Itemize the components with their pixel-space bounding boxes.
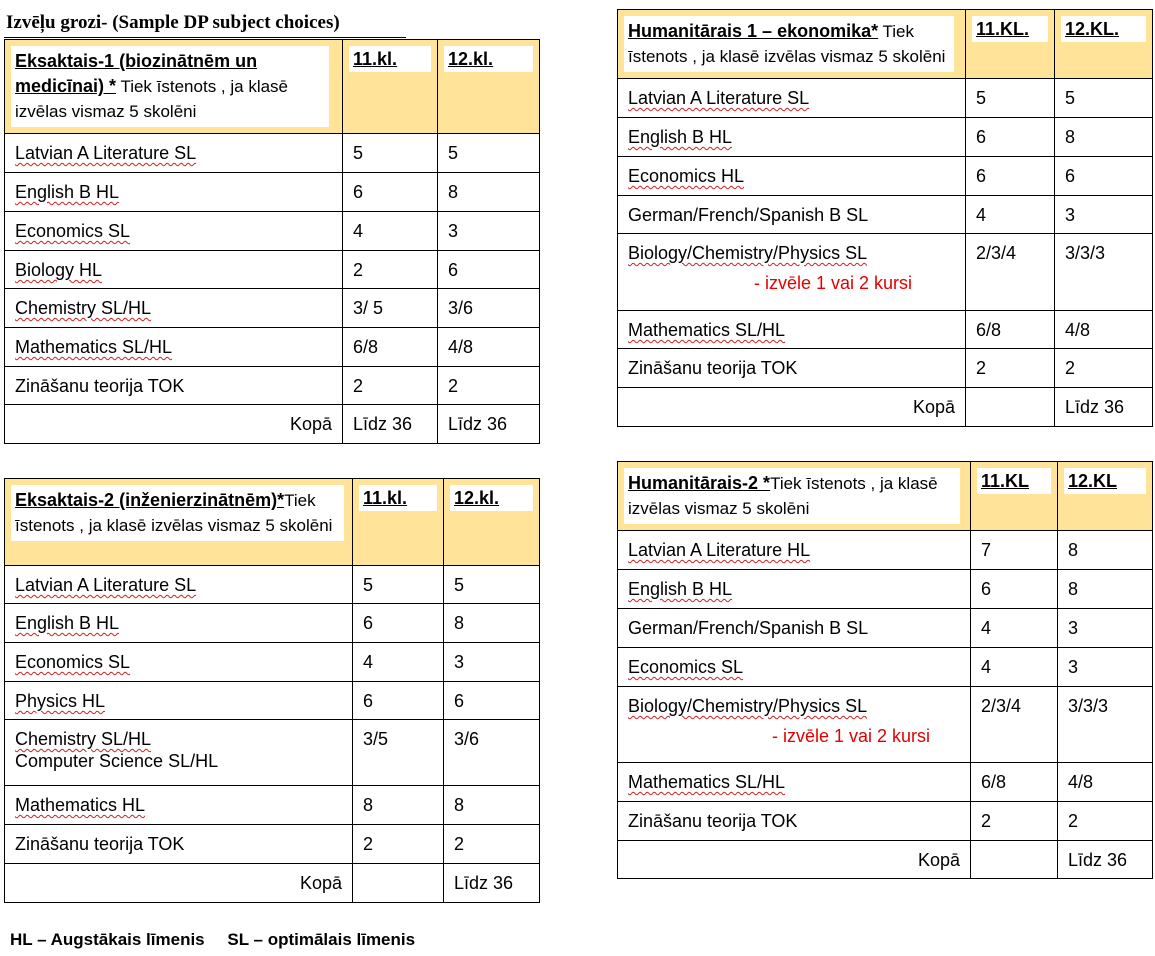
level-legend	[10, 930, 415, 950]
subject-name: English B HL	[15, 182, 120, 202]
page-title: Izvēļu grozi- (Sample DP subject choices)	[6, 12, 340, 33]
grade-11-value: 2	[343, 251, 438, 289]
subject-name: English B HL	[628, 579, 733, 599]
table-row	[618, 234, 1153, 311]
grade-11-value: 7	[971, 531, 1058, 570]
grade-11-value: 3/5	[353, 720, 444, 786]
table-row	[5, 720, 540, 786]
subject-name: Zināšanu teorija TOK	[628, 811, 798, 831]
grade-11-value: 6	[971, 570, 1058, 609]
grade-11-header: 11.kl.	[343, 40, 438, 134]
total-11-value	[966, 388, 1055, 427]
grade-11-value: 4	[966, 196, 1055, 234]
grade-12-header: 12.KL	[1058, 462, 1153, 531]
subject-name: Biology/Chemistry/Physics SL	[628, 696, 868, 716]
subject-name: Mathematics SL/HL	[628, 772, 786, 792]
grade-11-header: 11.KL	[971, 462, 1058, 531]
total-11-value: Līdz 36	[343, 405, 438, 444]
basket-label: Humanitārais-2 *	[628, 473, 771, 493]
total-label: Kopā	[618, 841, 971, 879]
subject-name: Physics HL	[15, 691, 106, 711]
subject-name: Latvian A Literature SL	[15, 143, 197, 163]
grade-11-value: 2	[353, 825, 444, 864]
grade-12-value: 2	[438, 367, 540, 405]
title-underline	[4, 37, 406, 38]
total-row	[5, 864, 540, 903]
grade-11-value: 2	[971, 802, 1058, 841]
grade-11-value: 5	[343, 134, 438, 173]
grade-12-value: 5	[1055, 79, 1153, 118]
table-header-cell	[5, 479, 353, 566]
table-row	[618, 531, 1153, 570]
grade-11-value: 4	[971, 648, 1058, 687]
basket-note: Tiek īstenots , ja klasē izvēlas vismaz 5 skolēni	[628, 474, 938, 518]
grade-12-header: 12.KL.	[1055, 10, 1153, 79]
table-row	[618, 570, 1153, 609]
grade-12-header: 12.kl.	[444, 479, 540, 566]
grade-12-value: 3	[1058, 648, 1153, 687]
grade-12-value: 2	[1055, 349, 1153, 388]
basket-table-eksaktais-1	[4, 39, 540, 444]
table-row	[5, 212, 540, 251]
table-row	[5, 328, 540, 367]
table-row	[618, 802, 1153, 841]
subject-name: Latvian A Literature SL	[15, 575, 197, 595]
grade-12-value: 3	[1055, 196, 1153, 234]
grade-11-value: 2	[343, 367, 438, 405]
total-label: Kopā	[618, 388, 966, 427]
grade-12-value: 6	[438, 251, 540, 289]
subject-name: Zināšanu teorija TOK	[15, 376, 185, 396]
grade-11-value: 4	[353, 643, 444, 682]
grade-11-value: 6/8	[971, 763, 1058, 802]
subject-name: Zināšanu teorija TOK	[628, 358, 798, 378]
grade-12-value: 8	[444, 786, 540, 825]
total-12-value: Līdz 36	[1055, 388, 1153, 427]
choice-note: - izvēle 1 vai 2 kursi	[754, 273, 913, 293]
table-row	[5, 289, 540, 328]
total-label: Kopā	[5, 864, 353, 903]
grade-12-value: 3	[1058, 609, 1153, 648]
total-row	[5, 405, 540, 444]
total-row	[618, 841, 1153, 879]
grade-11-value: 2/3/4	[971, 687, 1058, 763]
grade-12-value: 5	[444, 566, 540, 604]
table-header-cell	[618, 462, 971, 531]
table-row	[5, 173, 540, 212]
table-row	[5, 825, 540, 864]
total-label: Kopā	[5, 405, 343, 444]
subject-name: Mathematics HL	[15, 795, 146, 815]
grade-12-value: 8	[1055, 118, 1153, 157]
basket-label: Eksaktais-2 (inženierzinātnēm)*	[15, 490, 285, 510]
subject-name: Chemistry SL/HL	[15, 298, 152, 318]
table-row	[618, 196, 1153, 234]
table-row	[618, 311, 1153, 349]
grade-12-header: 12.kl.	[438, 40, 540, 134]
basket-note: Tiek īstenots , ja klasē izvēlas vismaz 5 skolēni	[15, 491, 333, 535]
grade-11-value: 2/3/4	[966, 234, 1055, 311]
grade-12-value: 8	[1058, 531, 1153, 570]
total-12-value: Līdz 36	[1058, 841, 1153, 879]
table-row	[5, 643, 540, 682]
subject-name: Mathematics SL/HL	[628, 320, 786, 340]
grade-12-value: 3	[444, 643, 540, 682]
legend-sl: SL – optimālais līmenis	[227, 930, 416, 949]
table-row	[5, 682, 540, 720]
subject-name: Biology/Chemistry/Physics SL	[628, 243, 868, 263]
grade-12-value: 5	[438, 134, 540, 173]
table-row	[618, 687, 1153, 763]
basket-label: Humanitārais 1 – ekonomika*	[628, 21, 879, 41]
subject-name: Economics HL	[628, 166, 745, 186]
subject-name: English B HL	[15, 613, 120, 633]
table-row	[618, 118, 1153, 157]
grade-11-value: 6	[343, 173, 438, 212]
choice-note: - izvēle 1 vai 2 kursi	[772, 726, 931, 746]
subject-name: Latvian A Literature HL	[628, 540, 811, 560]
grade-11-value: 4	[343, 212, 438, 251]
grade-11-value: 6	[966, 157, 1055, 196]
total-12-value: Līdz 36	[444, 864, 540, 903]
table-row	[5, 134, 540, 173]
subject-name: Economics SL	[15, 652, 131, 672]
grade-11-value: 6	[966, 118, 1055, 157]
table-row	[5, 786, 540, 825]
grade-12-value: 3/3/3	[1058, 687, 1153, 763]
grade-12-value: 4/8	[438, 328, 540, 367]
table-header-cell	[618, 10, 966, 79]
table-row	[618, 609, 1153, 648]
subject-name: English B HL	[628, 127, 733, 147]
grade-12-value: 6	[1055, 157, 1153, 196]
basket-table-humanitarais-2	[617, 461, 1153, 879]
basket-label: Eksaktais-1 (biozinātnēm un medicīnai) *	[15, 51, 258, 96]
subject-name: Economics SL	[15, 221, 131, 241]
table-row	[618, 157, 1153, 196]
table-row	[5, 367, 540, 405]
grade-11-value: 8	[353, 786, 444, 825]
subject-name: Economics SL	[628, 657, 744, 677]
grade-11-value: 3/ 5	[343, 289, 438, 328]
table-row	[618, 79, 1153, 118]
grade-11-header: 11.KL.	[966, 10, 1055, 79]
grade-11-value: 4	[971, 609, 1058, 648]
total-12-value: Līdz 36	[438, 405, 540, 444]
grade-12-value: 2	[1058, 802, 1153, 841]
grade-11-value: 6	[353, 682, 444, 720]
table-row	[5, 566, 540, 604]
subject-name: Zināšanu teorija TOK	[15, 834, 185, 854]
subject-name: Chemistry SL/HL	[15, 729, 152, 749]
grade-12-value: 3/6	[444, 720, 540, 786]
grade-12-value: 3/6	[438, 289, 540, 328]
subject-name: German/French/Spanish B SL	[628, 205, 869, 225]
grade-12-value: 2	[444, 825, 540, 864]
subject-name: German/French/Spanish B SL	[628, 618, 869, 638]
grade-11-value: 6/8	[966, 311, 1055, 349]
basket-table-eksaktais-2	[4, 478, 540, 903]
table-row	[618, 763, 1153, 802]
table-row	[618, 648, 1153, 687]
grade-12-value: 3	[438, 212, 540, 251]
basket-note: Tiek īstenots , ja klasē izvēlas vismaz 5 skolēni	[628, 22, 946, 66]
grade-12-value: 4/8	[1058, 763, 1153, 802]
grade-11-value: 2	[966, 349, 1055, 388]
subject-name-secondary: Computer Science SL/HL	[15, 751, 219, 771]
table-row	[618, 349, 1153, 388]
grade-11-value: 5	[353, 566, 444, 604]
grade-12-value: 8	[444, 604, 540, 643]
table-header-cell	[5, 40, 343, 134]
legend-hl: HL – Augstākais līmenis	[10, 930, 205, 949]
grade-11-header: 11.kl.	[353, 479, 444, 566]
total-11-value	[353, 864, 444, 903]
subject-name: Mathematics SL/HL	[15, 337, 173, 357]
basket-table-humanitarais-1	[617, 9, 1153, 427]
grade-12-value: 8	[438, 173, 540, 212]
grade-12-value: 4/8	[1055, 311, 1153, 349]
grade-12-value: 8	[1058, 570, 1153, 609]
table-row	[5, 251, 540, 289]
grade-12-value: 6	[444, 682, 540, 720]
subject-name: Biology HL	[15, 260, 103, 280]
grade-12-value: 3/3/3	[1055, 234, 1153, 311]
table-row	[5, 604, 540, 643]
total-11-value	[971, 841, 1058, 879]
total-row	[618, 388, 1153, 427]
grade-11-value: 5	[966, 79, 1055, 118]
grade-11-value: 6	[353, 604, 444, 643]
basket-note: Tiek īstenots , ja klasē izvēlas vismaz 5 skolēni	[15, 77, 288, 121]
grade-11-value: 6/8	[343, 328, 438, 367]
subject-name: Latvian A Literature SL	[628, 88, 810, 108]
